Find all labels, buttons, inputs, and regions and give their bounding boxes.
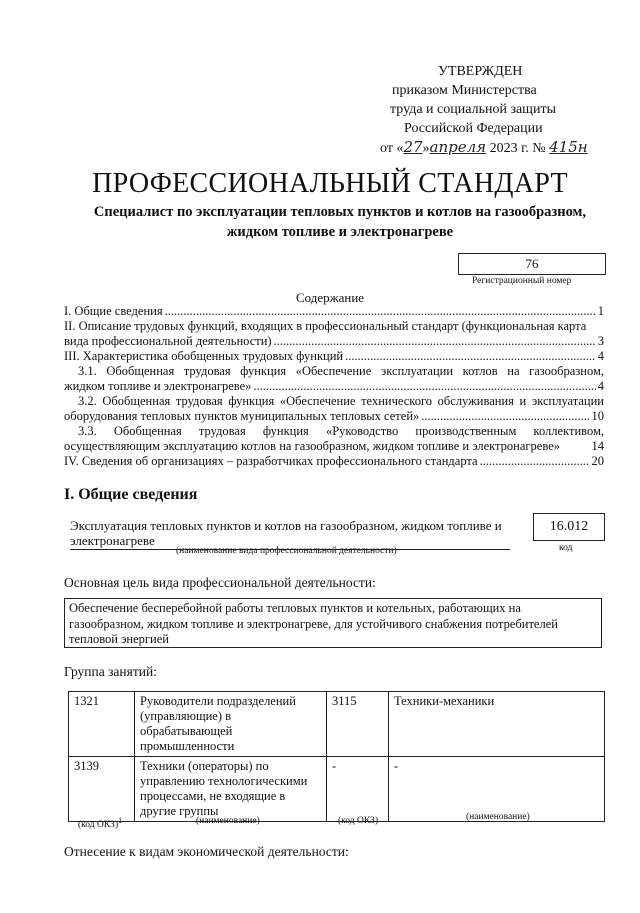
toc-item-3-3-page: 14 <box>591 439 604 453</box>
subtitle-line-2: жидком топливе и электронагреве <box>226 224 454 240</box>
toc-item-i-page: 1 <box>597 304 604 318</box>
activity-kind-caption: (наименование вида профессиональной деятельности) <box>176 546 397 556</box>
footnote-marker: 1 <box>118 816 123 825</box>
approval-heading: УТВЕРЖДЕН <box>438 64 523 79</box>
goal-text: Обеспечение бесперебойной работы тепловых пунктов и котельных, работающих на газообразном, жидком топливе и электронагреве, для устойчивого снабжения потребителей тепловой энергией <box>64 598 602 648</box>
okz-code: 3139 <box>69 757 135 822</box>
goal-label: Основная цель вида профессиональной деятельности: <box>64 575 376 590</box>
okz-code: 3115 <box>327 692 389 757</box>
approval-line-labour: труда и социальной защиты <box>390 102 556 117</box>
date-mid: » <box>422 141 430 156</box>
toc-item-ii-line2: вида профессиональной деятельности) <box>64 334 272 348</box>
toc-item-3-2[interactable] <box>64 394 604 424</box>
activity-code: 16.012 <box>533 513 605 541</box>
occupation-name: Руководители подразделений (управляющие) в обрабатывающей промышленности <box>135 692 327 757</box>
col-caption-okz-text: (код ОКЗ) <box>78 820 119 831</box>
occupation-name: - <box>389 757 605 822</box>
approval-date-line <box>380 138 588 157</box>
toc-heading: Содержание <box>295 290 365 305</box>
approval-line-ministry: приказом Министерства <box>392 83 537 98</box>
occupation-name: Техники (операторы) по управлению технологическими процессами, не входящие в другие группы <box>135 757 327 822</box>
document-title: ПРОФЕССИОНАЛЬНЫЙ СТАНДАРТ <box>92 168 568 199</box>
document-subtitle <box>40 202 640 242</box>
toc-item-iii-page: 4 <box>597 349 604 363</box>
date-year: 2023 г. № <box>489 141 546 156</box>
table-row <box>69 692 605 757</box>
section-1-heading: I. Общие сведения <box>64 486 198 503</box>
occupation-group-label: Группа занятий: <box>64 664 157 679</box>
okz-code: - <box>327 757 389 822</box>
toc-item-iv-page: 20 <box>591 454 604 468</box>
okz-code: 1321 <box>69 692 135 757</box>
toc-item-3-2-line2: оборудования тепловых пунктов муниципальных тепловых сетей» <box>64 409 420 423</box>
toc-item-ii-page: 3 <box>597 334 604 348</box>
okved-label: Отнесение к видам экономической деятельности: <box>64 844 349 859</box>
toc-item-i[interactable] <box>64 304 604 319</box>
registration-label: Регистрационный номер <box>472 276 572 286</box>
toc-item-ii[interactable] <box>64 319 604 349</box>
toc-item-3-3[interactable] <box>64 424 604 454</box>
toc-item-3-1-line2: жидком топливе и электронагреве» <box>64 379 252 393</box>
date-prefix: от « <box>380 141 404 156</box>
toc-item-3-1[interactable] <box>64 364 604 394</box>
toc-item-iv-text: IV. Сведения об организациях – разработчиках профессионального стандарта <box>64 454 478 468</box>
activity-kind: Эксплуатация тепловых пунктов и котлов на газообразном, жидком топливе и электронагреве <box>70 518 510 550</box>
occupation-name: Техники-механики <box>389 692 605 757</box>
col-caption-okz <box>78 816 122 830</box>
toc-item-3-3-line1: 3.3. Обобщенная трудовая функция «Руководство производственным коллективом, <box>78 424 604 438</box>
date-day: 27 <box>403 138 423 156</box>
col-caption-okz-2: (код ОКЗ) <box>338 816 379 826</box>
date-month: апреля <box>429 138 487 156</box>
approval-line-russia: Российской Федерации <box>404 121 543 136</box>
toc-item-iii-text: III. Характеристика обобщенных трудовых функций <box>64 349 344 363</box>
toc-item-ii-line1: II. Описание трудовых функций, входящих в профессиональный стандарт (функциональная карта <box>64 319 587 333</box>
toc-item-3-2-page: 10 <box>591 409 604 423</box>
toc-item-3-3-line2: осуществляющим эксплуатацию котлов на газообразном, жидком топливе и электронагреве» <box>64 439 560 453</box>
toc-item-3-1-page: 4 <box>597 379 604 393</box>
toc-item-3-1-line1: 3.1. Обобщенная трудовая функция «Обеспечение эксплуатации котлов на газообразном, <box>78 364 604 378</box>
col-caption-name-2: (наименование) <box>466 812 530 822</box>
toc-item-iii[interactable] <box>64 349 604 364</box>
toc-item-i-text: I. Общие сведения <box>64 304 163 318</box>
registration-number: 76 <box>458 253 606 275</box>
activity-code-caption: код <box>559 543 573 553</box>
order-number: 415н <box>549 138 588 156</box>
occupation-group-table <box>68 691 605 822</box>
col-caption-name: (наименование) <box>196 816 260 826</box>
subtitle-line-1: Специалист по эксплуатации тепловых пунктов и котлов на газообразном, <box>93 204 587 220</box>
toc-item-iv[interactable] <box>64 454 604 469</box>
toc-item-3-2-line1: 3.2. Обобщенная трудовая функция «Обеспечение технического обслуживания и эксплуатации <box>78 394 604 408</box>
